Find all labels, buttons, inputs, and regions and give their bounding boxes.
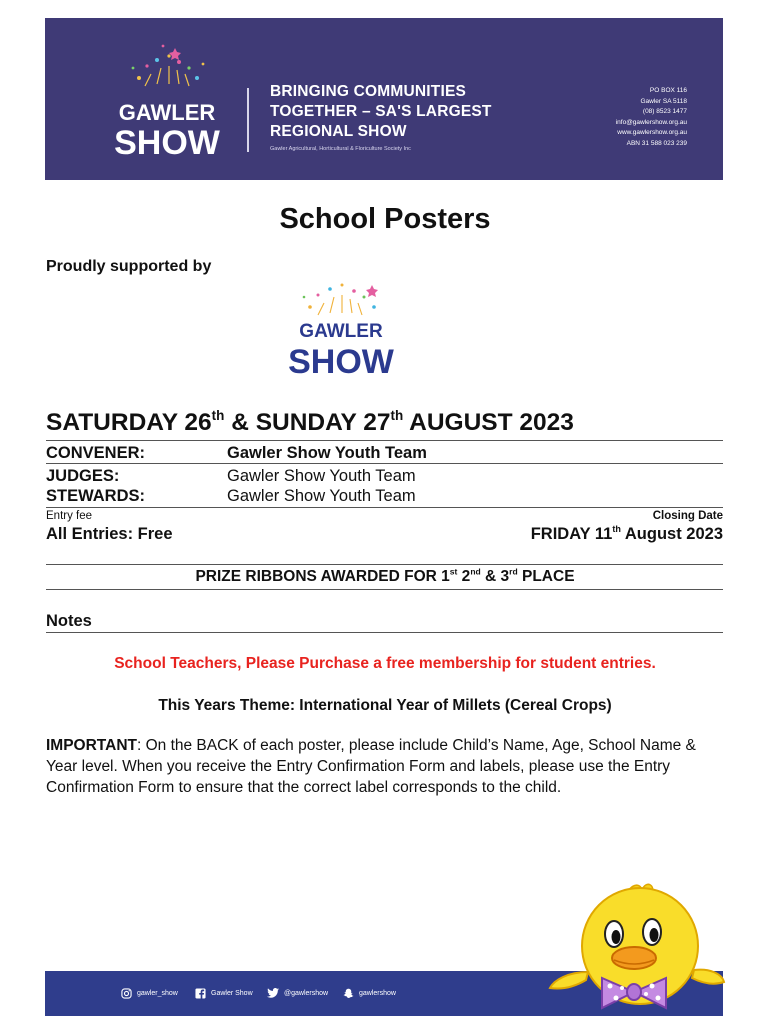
tagline-line: TOGETHER – SA'S LARGEST [270,103,492,120]
instagram-handle: gawler_show [137,989,178,997]
convener-value: Gawler Show Youth Team [227,444,427,462]
facebook-link[interactable] [195,985,253,1001]
twitter-icon [267,988,279,998]
duck-mascot-image [548,876,726,1016]
facebook-icon [195,988,206,999]
snapchat-link[interactable] [343,985,396,1001]
contact-abn: ABN 31 588 023 239 [626,139,687,147]
tagline-line: BRINGING COMMUNITIES [270,83,467,100]
logo-word-gawler: GAWLER [118,100,216,125]
entry-fee-label: Entry fee [46,510,93,522]
judges-value: Gawler Show Youth Team [227,467,416,485]
event-dates: SATURDAY 26th & SUNDAY 27th AUGUST 2023 [46,407,574,436]
teachers-note: School Teachers, Please Purchase a free membership for student entries. [114,655,656,672]
contact-website[interactable]: www.gawlershow.org.au [617,129,687,136]
gawler-show-logo [114,38,220,168]
snapchat-icon [343,988,354,999]
logo-word-show: SHOW [114,124,220,162]
convener-label: CONVENER: [46,444,146,462]
important-text: : On the BACK of each poster, please include Child’s Name, Age, School Name & Year level. When you receive the Entry Confirmation Form and labels, please use the Entry Confirmation Form to ensure that the correct label corresponds to the child. [46,737,696,796]
contact-block [616,86,687,149]
stewards-value: Gawler Show Youth Team [227,487,416,505]
divider [46,507,723,508]
twitter-link[interactable] [267,985,328,1001]
stewards-label: STEWARDS: [46,487,145,505]
society-name: Gawler Agricultural, Horticultural & Floriculture Society Inc [270,146,411,152]
divider [46,463,723,464]
facebook-handle: Gawler Show [211,989,253,997]
theme-text: This Years Theme: International Year of Millets (Cereal Crops) [158,697,612,714]
logo-word-gawler: GAWLER [299,321,383,342]
tagline-line: REGIONAL SHOW [270,123,407,140]
fireworks-icon [132,45,205,86]
entry-fee-value: All Entries: Free [46,525,173,543]
closing-date-value: FRIDAY 11th August 2023 [530,524,723,543]
contact-po-box: PO BOX 116 [649,87,687,94]
logo-word-show: SHOW [288,343,394,381]
contact-phone[interactable]: (08) 8523 1477 [642,108,687,115]
header-tagline [270,82,492,142]
divider [46,589,723,590]
important-label: IMPORTANT [46,737,137,754]
divider [46,564,723,565]
fireworks-icon [303,284,378,316]
contact-address: Gawler SA 5118 [640,97,687,105]
prize-ribbons-text: PRIZE RIBBONS AWARDED FOR 1st 2nd & 3rd PLACE [195,566,575,585]
important-paragraph [46,735,726,798]
sponsor-logo [288,277,394,382]
header-divider [247,88,249,152]
notes-heading: Notes [46,612,92,630]
divider [46,632,723,633]
twitter-handle: @gawlershow [284,989,329,997]
header-banner [45,18,723,180]
snapchat-handle: gawlershow [359,989,396,997]
instagram-icon [121,988,132,999]
divider [46,440,723,441]
closing-date-label: Closing Date [652,510,723,522]
instagram-link[interactable] [121,985,178,1001]
judges-label: JUDGES: [46,467,120,485]
contact-email[interactable]: info@gawlershow.org.au [615,118,687,126]
supported-by-label: Proudly supported by [46,258,212,275]
page-title: School Posters [279,203,491,235]
